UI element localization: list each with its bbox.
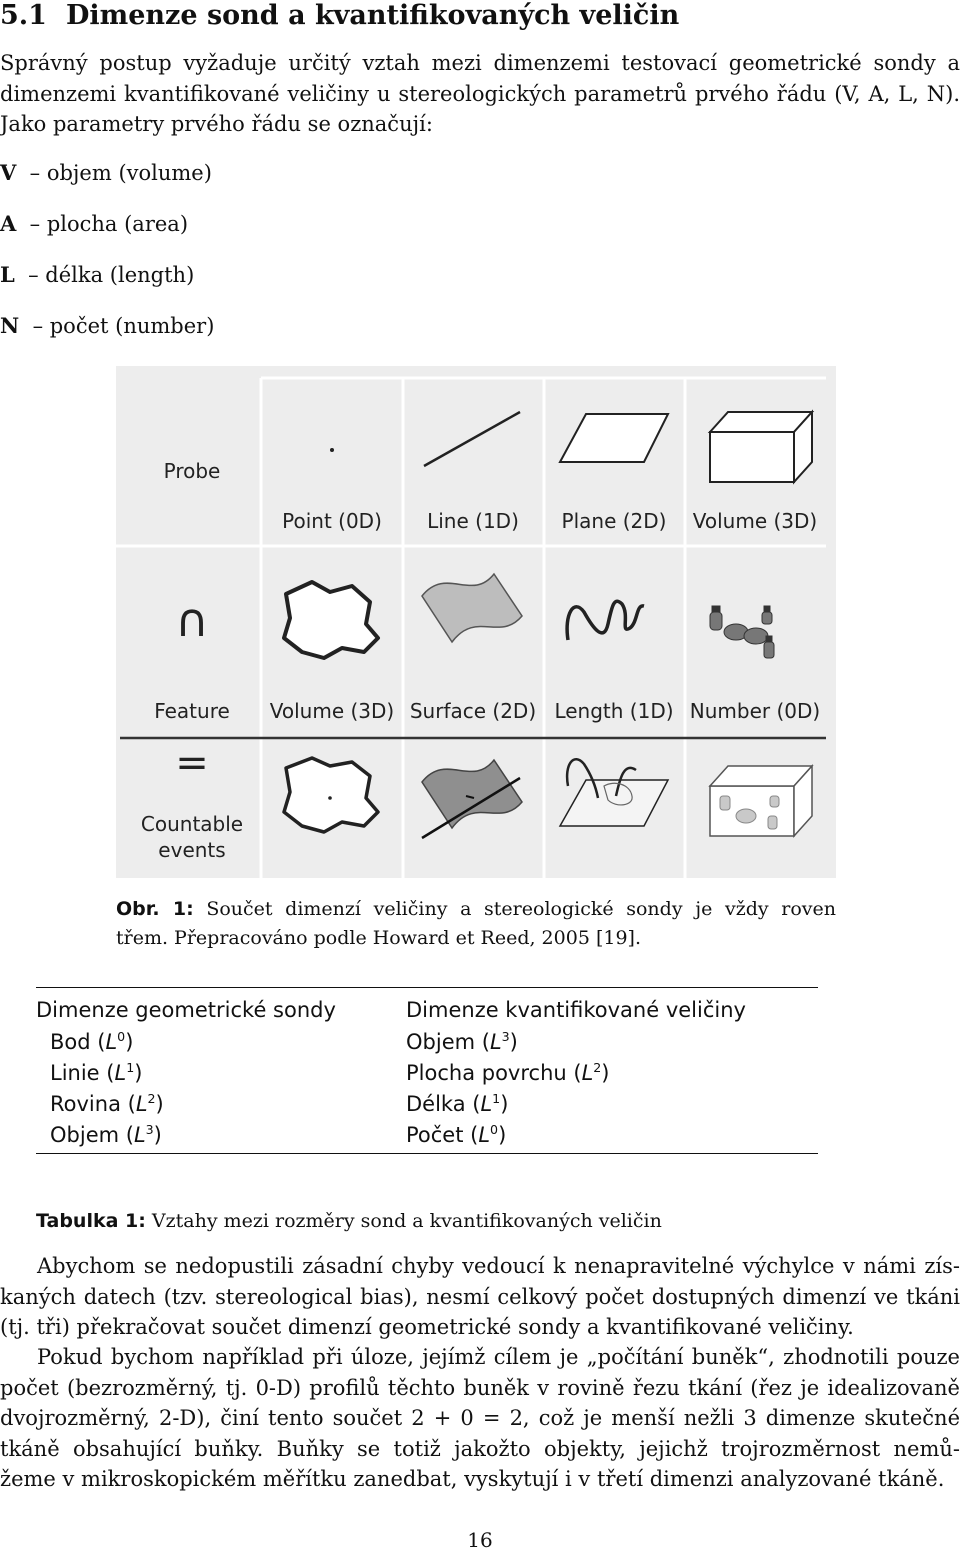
intro-line: Jako parametry prvého řádu se označují:: [0, 112, 433, 136]
figure-diagram: [116, 366, 836, 878]
table-row: Plocha povrchu $(L^2)$: [406, 1059, 610, 1085]
exponent: 0: [117, 1028, 126, 1044]
probe-label-volume: Volume (3D): [692, 509, 818, 533]
table-row: Rovina $(L^2)$: [50, 1090, 164, 1116]
definition-item: [0, 262, 194, 287]
definition-symbol: N: [0, 313, 20, 338]
table-header: Dimenze kvantifikované veličiny: [406, 998, 746, 1022]
exponent: 1: [492, 1090, 501, 1106]
table-cell: Linie: [50, 1061, 100, 1085]
table-cell: Plocha povrchu: [406, 1061, 567, 1085]
definition-item: [0, 211, 188, 236]
definition-item: [0, 313, 214, 338]
feature-label-volume: Volume (3D): [269, 699, 395, 723]
feature-label-length: Length (1D): [554, 699, 674, 723]
intro-paragraph: [0, 48, 960, 140]
section-number: 5.1: [0, 0, 47, 31]
exponent: 2: [147, 1090, 156, 1106]
exponent: 1: [126, 1059, 135, 1075]
number-feature-icon: [710, 606, 774, 658]
table-row: Bod $(L^0)$: [50, 1028, 134, 1054]
probe-label-line: Line (1D): [427, 509, 519, 533]
exponent: 3: [501, 1028, 510, 1044]
figure-caption-text: Součet dimenzí veličiny a stereologické sondy je vždy roven: [206, 898, 836, 920]
figure-caption: [116, 895, 836, 953]
intersect-symbol: ∩: [175, 593, 209, 647]
intro-line: Správný postup vyžaduje určitý vztah mezi dimenzemi testovací geometrické sondy a: [0, 51, 960, 75]
table-top-rule: [36, 987, 818, 988]
table-cell: Objem: [406, 1030, 476, 1054]
body-line: kaných datech (tzv. stereological bias), nesmí celkový počet dostupných dimenzí ve tkáni: [0, 1284, 960, 1309]
volume-feature-icon: [284, 582, 378, 658]
body-line: dvojrozměrný, 2-D), činí tento součet 2 + 0 = 2, což je menší nežli 3 dimenze skutečné: [0, 1406, 960, 1430]
body-line: tkáně obsahující buňky. Buňky se totiž jakožto objekty, jejichž trojrozměrnost nemů-: [0, 1436, 960, 1461]
body-line: žeme v mikroskopickém měřítku zanedbat, vyskytují i v třetí dimenzi analyzované tkáně.: [0, 1467, 945, 1491]
events-volume-icon: [284, 758, 378, 832]
body-paragraph: [0, 1342, 960, 1495]
table-cell: Objem: [50, 1123, 120, 1147]
definition-text: – délka (length): [28, 263, 195, 287]
table-row: Délka $(L^1)$: [406, 1090, 509, 1116]
line-probe-icon: [424, 412, 520, 466]
table-cell: Počet: [406, 1123, 464, 1147]
body-line: Pokud bychom například při úloze, jejímž cílem je „počítání buněk“, zhodnotili pouze: [37, 1345, 960, 1369]
table-cell: Bod: [50, 1030, 91, 1054]
table-row: Počet $(L^0)$: [406, 1121, 507, 1147]
events-surface-icon: [422, 760, 522, 828]
section-title: Dimenze sond a kvantifikovaných veličin: [66, 0, 680, 31]
exponent: 2: [593, 1059, 602, 1075]
feature-label-number: Number (0D): [689, 699, 821, 723]
table-header: Dimenze geometrické sondy: [36, 998, 336, 1022]
body-line: (tj. tři) překračovat součet dimenzí geometrické sondy a kvantifikované veličiny.: [0, 1315, 854, 1339]
probe-label-point: Point (0D): [282, 509, 382, 533]
table-cell: Rovina: [50, 1092, 121, 1116]
table-cell: Délka: [406, 1092, 466, 1116]
events-label-line1: Countable: [140, 812, 244, 836]
table-row: Linie $(L^1)$: [50, 1059, 143, 1085]
body-line: počet (bezrozměrný, tj. 0-D) profilů těchto buněk v rovině řezu tkání (řez je idealizovaně: [0, 1375, 960, 1400]
probe-row-label: Probe: [163, 459, 221, 483]
events-volume-box-icon: [710, 766, 812, 836]
table-bottom-rule: [36, 1153, 818, 1154]
definition-text: – plocha (area): [29, 212, 189, 236]
definition-text: – počet (number): [32, 314, 215, 338]
events-plane-icon: [560, 780, 668, 826]
definition-symbol: V: [0, 160, 17, 185]
surface-feature-icon: [422, 574, 522, 642]
feature-row-label: Feature: [154, 699, 230, 723]
body-line: Abychom se nedopustili zásadní chyby vedoucí k nenapravitelné výchylce v námi zís-: [37, 1254, 960, 1278]
plane-probe-icon: [560, 414, 668, 462]
exponent: 0: [490, 1121, 499, 1137]
table-row: Objem $(L^3)$: [406, 1028, 518, 1054]
table-row: Objem $(L^3)$: [50, 1121, 162, 1147]
definition-symbol: L: [0, 262, 15, 287]
figure-caption-text: třem. Přepracováno podle Howard et Reed, 2005 [19].: [116, 927, 641, 949]
definition-item: [0, 160, 212, 185]
figure: [116, 366, 836, 878]
section-heading: [0, 0, 679, 31]
volume-probe-icon: [710, 412, 812, 482]
definition-symbol: A: [0, 211, 17, 236]
page-number: 16: [467, 1528, 493, 1552]
definition-text: – objem (volume): [29, 161, 212, 185]
table-caption-label: Tabulka 1:: [36, 1210, 146, 1232]
table-caption-text: Vztahy mezi rozměry sond a kvantifikovaných veličin: [151, 1210, 662, 1232]
probe-label-plane: Plane (2D): [561, 509, 667, 533]
exponent: 3: [145, 1121, 154, 1137]
length-feature-icon: [567, 601, 644, 640]
events-label-line2: events: [158, 838, 226, 862]
point-probe-icon: [330, 448, 334, 452]
equals-symbol: =: [175, 740, 209, 786]
table-caption: [36, 1210, 662, 1232]
figure-caption-label: Obr. 1:: [116, 898, 194, 920]
feature-label-surface: Surface (2D): [409, 699, 537, 723]
intro-line: dimenzemi kvantifikované veličiny u stereologických parametrů prvého řádu (V, A, L, N).: [0, 81, 960, 106]
body-paragraph: [0, 1251, 960, 1343]
